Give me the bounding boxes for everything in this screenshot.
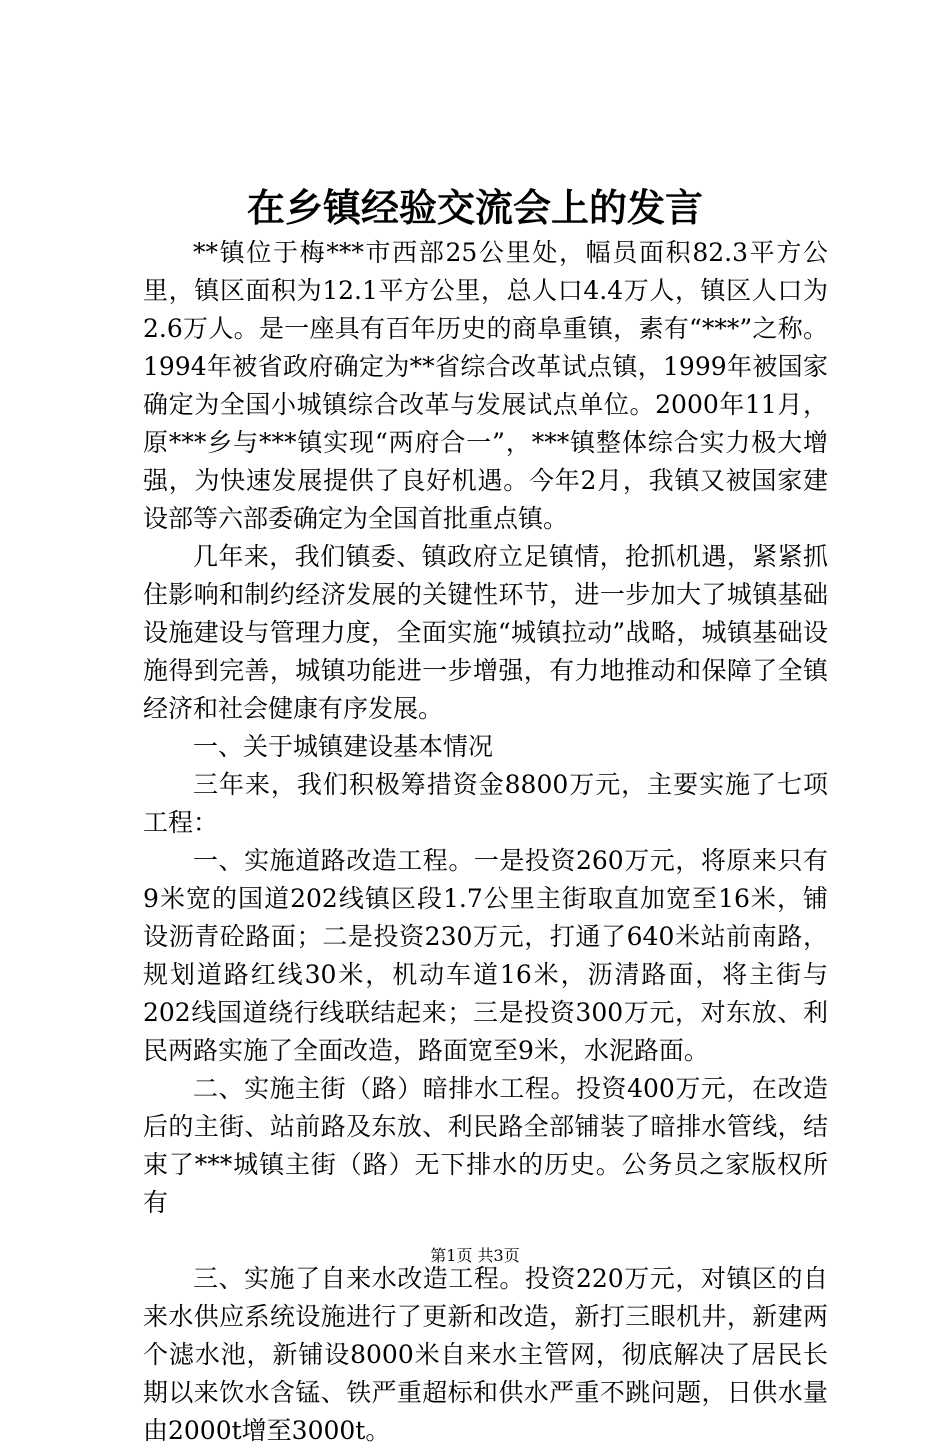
paragraph-drainage-project: 二、实施主街（路）暗排水工程。投资400万元，在改造后的主街、站前路及东放、利民路全部铺装了暗排水管线，结束了***城镇主街（路）无下排水的历史。公务员之家版权所有 xyxy=(143,1074,828,1217)
section-heading: 一、关于城镇建设基本情况 xyxy=(193,732,494,761)
page-number-footer: 第1页 共3页 xyxy=(430,1246,520,1265)
paragraph-overview: 几年来，我们镇委、镇政府立足镇情，抢抓机遇，紧紧抓住影响和制约经济发展的关键性环节，进一步加大了城镇基础设施建设与管理力度，全面实施“城镇拉动”战略，城镇基础设施得到完善，城镇功能进一步增强，有力地推动和保障了全镇经济和社会健康有序发展。 xyxy=(143,542,828,723)
paragraph-water-project: 三、实施了自来水改造工程。投资220万元，对镇区的自来水供应系统设施进行了更新和改造，新打三眼机井，新建两个滤水池，新铺设8000米自来水主管网，彻底解决了居民长期以来饮水含锰、铁严重超标和供水严重不跳问题，日供水量由2000t增至3000t。 xyxy=(143,1264,828,1445)
document-title: 在乡镇经验交流会上的发言 xyxy=(246,185,703,230)
paragraph-projects-summary: 三年来，我们积极筹措资金8800万元，主要实施了七项工程： xyxy=(143,770,828,837)
paragraph-road-project: 一、实施道路改造工程。一是投资260万元，将原来只有9米宽的国道202线镇区段1.7公里主街取直加宽至16米，铺设沥青砼路面；二是投资230万元，打通了640米站前南路，规划道路红线30米，机动车道16米，沥清路面，将主街与202线国道绕行线联结起来；三是投资300万元，对东放、利民两路实施了全面改造，路面宽至9米，水泥路面。 xyxy=(143,846,828,1065)
paragraph-intro: **镇位于梅***市西部25公里处，幅员面积82.3平方公里，镇区面积为12.1平方公里，总人口4.4万人，镇区人口为2.6万人。是一座具有百年历史的商阜重镇，素有“***”之称。1994年被省政府确定为**省综合改革试点镇，1999年被国家确定为全国小城镇综合改革与发展试点单位。2000年11月，原***乡与***镇实现“两府合一”，***镇整体综合实力极大增强，为快速发展提供了良好机遇。今年2月，我镇又被国家建设部等六部委确定为全国首批重点镇。 xyxy=(143,238,828,533)
document-body xyxy=(143,234,828,1450)
